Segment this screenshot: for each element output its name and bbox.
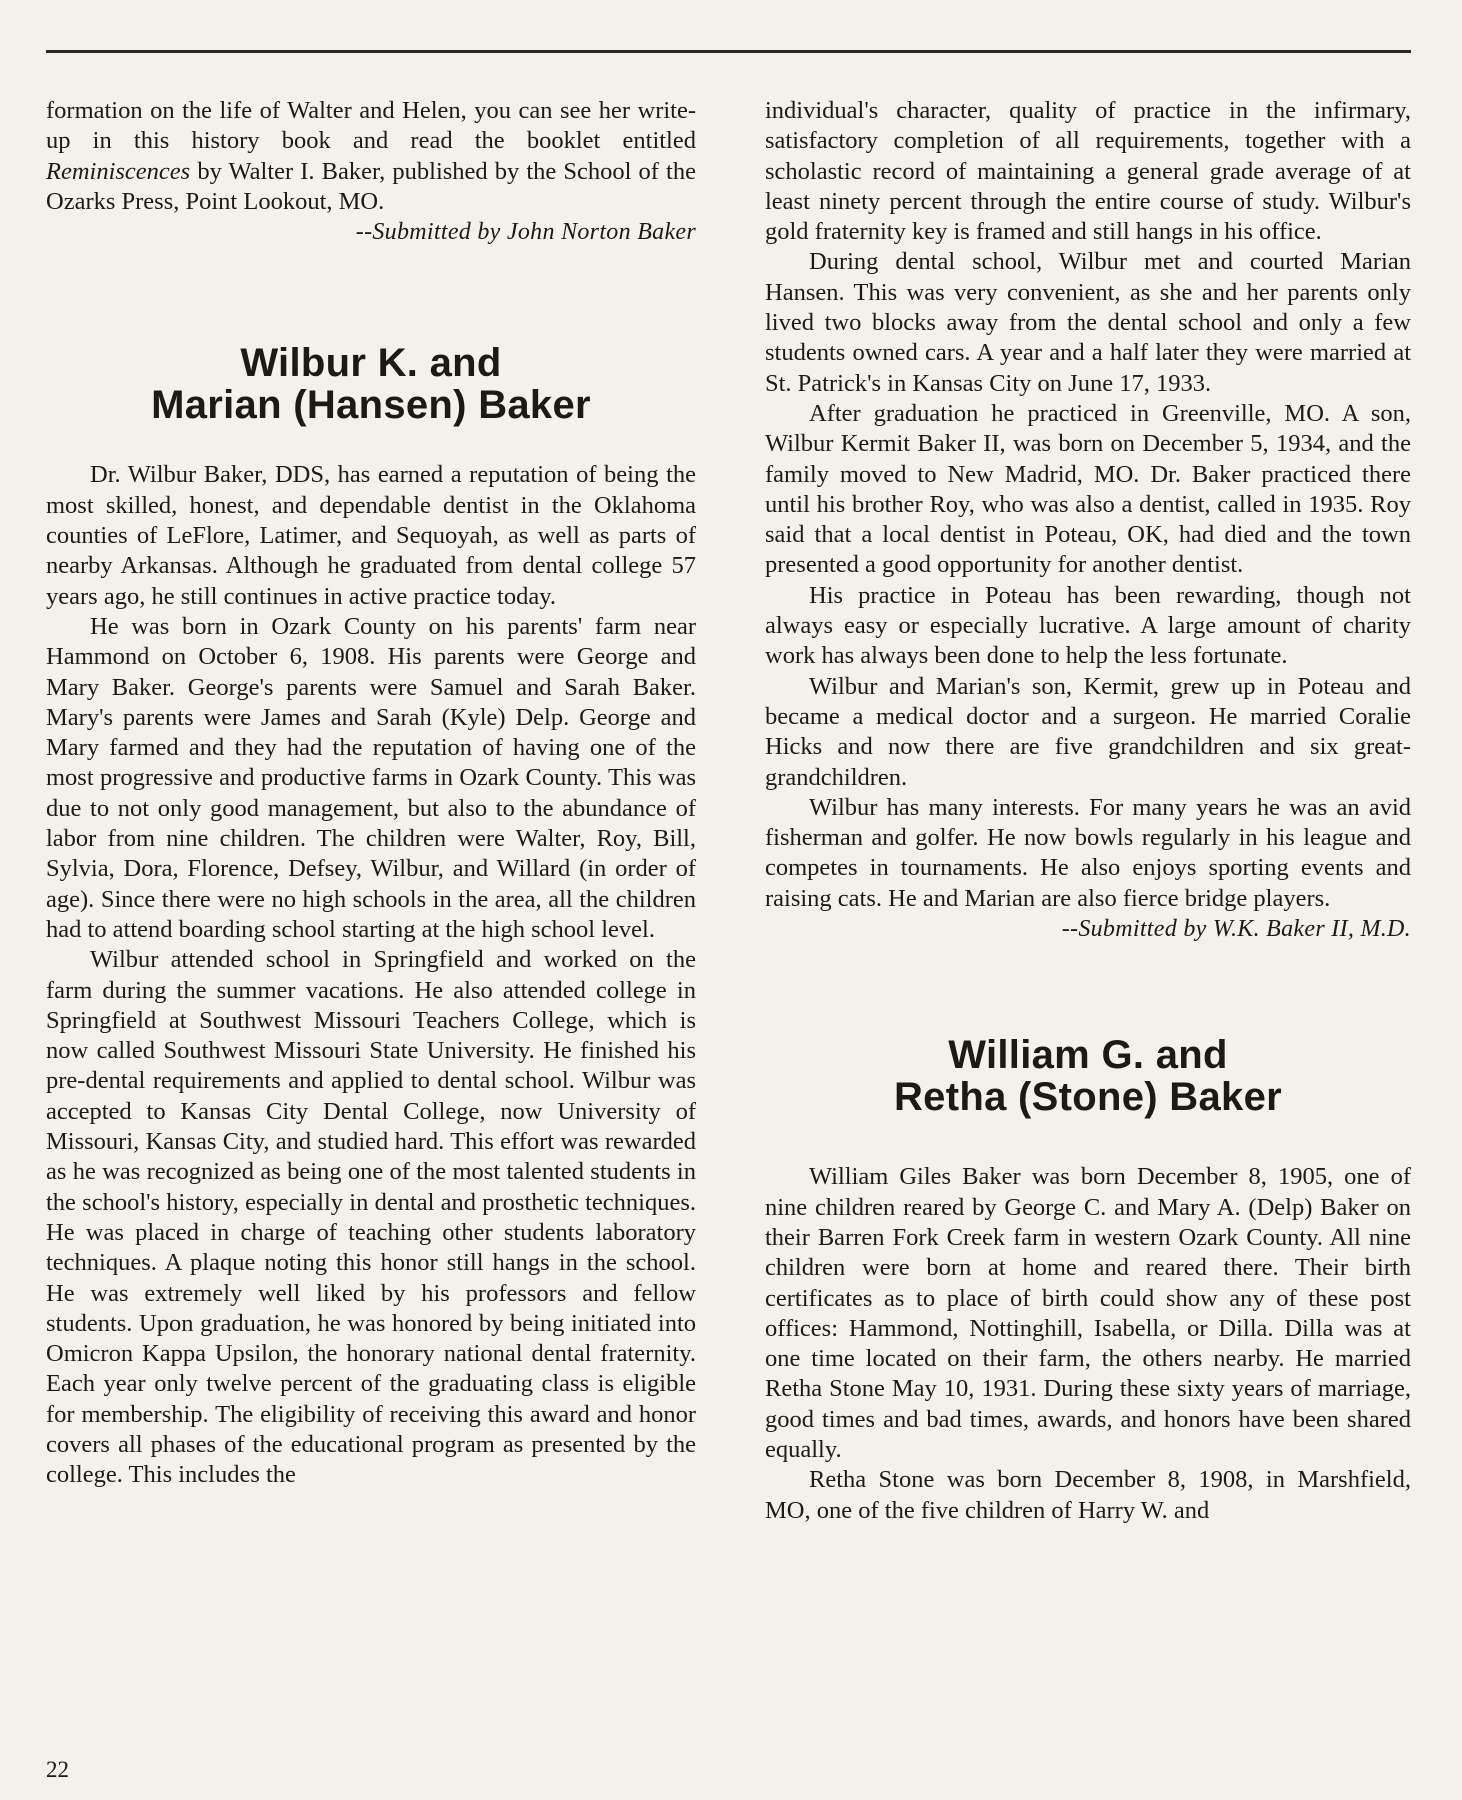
intro-text: formation on the life of Walter and Helen, you can see her write-up in this history book and read the booklet entitled <box>46 97 696 155</box>
article-paragraph: After graduation he practiced in Greenville, MO. A son, Wilbur Kermit Baker II, was born on December 5, 1934, and the family moved to New Madrid, MO. Dr. Baker practiced there until his brother Roy, who was also a dentist, called in 1935. Roy said that a local dentist in Poteau, OK, had died and the town presented a good opportunity for another dentist. <box>765 399 1411 579</box>
article-title-william <box>765 1034 1411 1118</box>
article-title-line1: William G. and <box>948 1033 1228 1078</box>
booklet-title: Reminiscences <box>46 157 191 185</box>
article-paragraph: William Giles Baker was born December 8, 1905, one of nine children reared by George C. and Mary A. (Delp) Baker on their Barren Fork Creek farm in western Ozark County. All nine children were born at home and reared there. Their birth certificates as to place of birth could show any of these post offices: Hammond, Nottinghill, Isabella, or Dilla. Dilla was at one time located on their farm, the others nearby. He married Retha Stone May 10, 1931. During these sixty years of marriage, good times and bad times, awards, and honors have been shared equally. <box>765 1163 1411 1463</box>
article-paragraph: Dr. Wilbur Baker, DDS, has earned a reputation of being the most skilled, honest, and dependable dentist in the Oklahoma counties of LeFlore, Latimer, and Sequoyah, as well as parts of nearby Arkansas. Although he graduated from dental college 57 years ago, he still continues in active practice today. <box>46 461 696 610</box>
article-paragraph: Retha Stone was born December 8, 1908, in Marshfield, MO, one of the five children of Harry W. and <box>765 1466 1411 1524</box>
article-paragraph: During dental school, Wilbur met and courted Marian Hansen. This was very convenient, as she and her parents only lived two blocks away from the dental school and only a few students owned cars. A year and a half later they were married at St. Patrick's in Kansas City on June 17, 1933. <box>765 248 1411 397</box>
right-column <box>765 96 1411 1526</box>
left-column <box>46 96 696 1491</box>
page-number: 22 <box>46 1757 69 1782</box>
intro-signature: --Submitted by John Norton Baker <box>355 219 696 246</box>
top-rule <box>46 50 1411 53</box>
article-paragraph: Wilbur attended school in Springfield and worked on the farm during the summer vacations. He also attended college in Springfield at Southwest Missouri Teachers College, which is now called Southwest Missouri State University. He finished his pre-dental requirements and applied to dental school. Wilbur was accepted to Kansas City Dental College, now University of Missouri, Kansas City, and studied hard. This effort was rewarded as he was recognized as being one of the most talented students in the school's history, especially in dental and prosthetic techniques. He was placed in charge of teaching other students laboratory techniques. A plaque noting this honor still hangs in the school. He was extremely well liked by his professors and fellow students. Upon graduation, he was honored by being initiated into Omicron Kappa Upsilon, the honorary national dental fraternity. Each year only twelve percent of the graduating class is eligible for membership. The eligibility of receiving this award and honor covers all phases of the educational program as presented by the college. This includes the <box>46 946 696 1489</box>
article-title-line1: Wilbur K. and <box>240 341 502 386</box>
intro-text-end: by Walter I. Baker, published by the School of the Ozarks Press, Point Lookout, MO. <box>46 157 696 215</box>
article-title-line2: Marian (Hansen) Baker <box>151 383 591 428</box>
article-paragraph: individual's character, quality of practice in the infirmary, satisfactory completion of all requirements, together with a scholastic record of maintaining a general grade average of at least ninety percent through the entire course of study. Wilbur's gold fraternity key is framed and still hangs in his office. <box>765 97 1411 246</box>
article-title-line2: Retha (Stone) Baker <box>893 1075 1282 1120</box>
wilbur-signature: --Submitted by W.K. Baker II, M.D. <box>1061 916 1411 943</box>
article-paragraph: His practice in Poteau has been rewarding, though not always easy or especially lucrative. A large amount of charity work has always been done to help the less fortunate. <box>765 581 1411 670</box>
intro-paragraph <box>46 96 696 217</box>
article-paragraph: Wilbur has many interests. For many years he was an avid fisherman and golfer. He now bowls regularly in his league and competes in tournaments. He also enjoys sporting events and raising cats. He and Marian are also fierce bridge players. <box>765 793 1411 912</box>
article-paragraph: Wilbur and Marian's son, Kermit, grew up in Poteau and became a medical doctor and a surgeon. He married Coralie Hicks and now there are five grandchildren and six great-grandchildren. <box>765 672 1411 791</box>
article-paragraph: He was born in Ozark County on his parents' farm near Hammond on October 6, 1908. His parents were George and Mary Baker. George's parents were Samuel and Sarah Baker. Mary's parents were James and Sarah (Kyle) Delp. George and Mary farmed and they had the reputation of having one of the most progressive and productive farms in Ozark County. This was due to not only good management, but also to the abundance of labor from nine children. The children were Walter, Roy, Bill, Sylvia, Dora, Florence, Defsey, Wilbur, and Willard (in order of age). Since there were no high schools in the area, all the children had to attend boarding school starting at the high school level. <box>46 612 696 943</box>
article-title-wilbur <box>46 342 696 426</box>
